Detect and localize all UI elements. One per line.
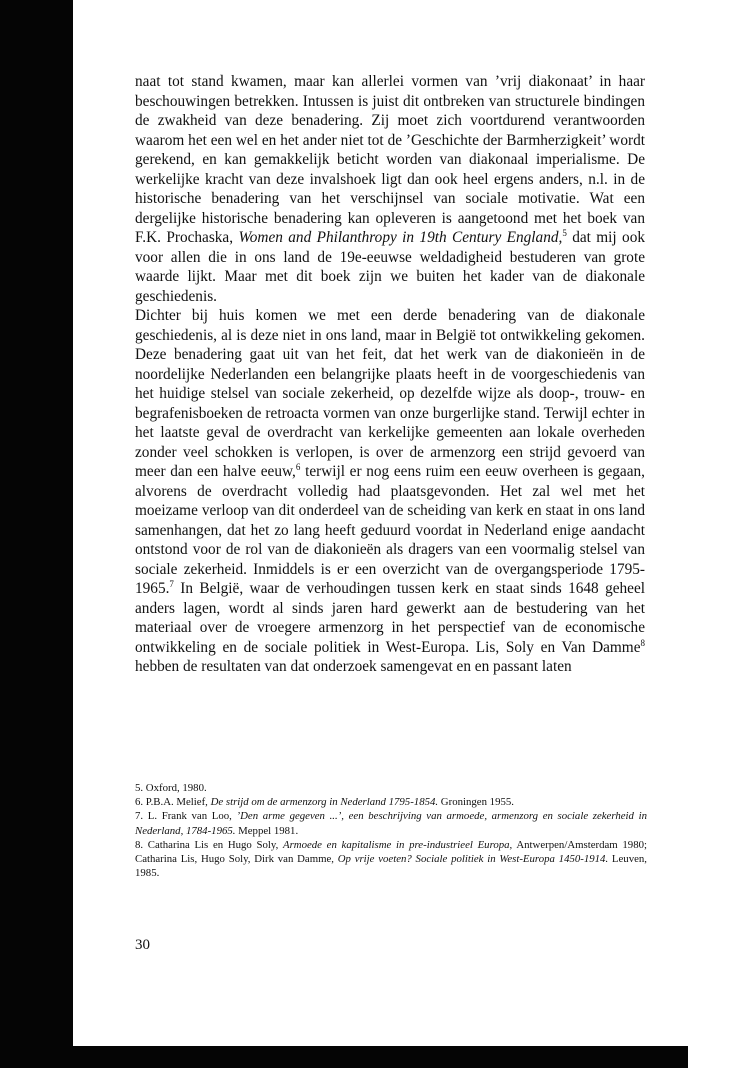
footnote-ref: 7 [169, 578, 174, 589]
footnote-8 [135, 838, 647, 881]
footnote-title: ’Den arme gegeven ...’, een beschrijving van armoede, armenzorg en sociale zekerheid in Nederland, 1784-1965. [135, 810, 647, 837]
paragraph-2 [135, 306, 645, 677]
book-title: Women and Philanthropy in 19th Century England, [238, 229, 563, 246]
paragraph-text: Dichter bij huis komen we met een derde benadering van de diakonale geschiedenis, al is deze niet in ons land, maar in België tot ontwikkeling gekomen. Deze benadering gaat uit van het feit, dat het werk van de diakonieën in de noordelijke Nederlanden een belangrijke plaats heeft in de voorgeschiedenis van het huidige stelsel van sociale zekerheid, op dezelfde wijze als doop-, trouw- en begrafenisboeken de retroacta vormen van onze burgerlijke stand. Terwijl echter in het laatste geval de overdracht van kerkelijke gemeenten aan lokale overheden zonder veel schokken is verlopen, is over de armenzorg een strijd gevoerd van meer dan een halve eeuw, [135, 307, 645, 480]
body-text [135, 72, 645, 677]
footnote-text: 8. Catharina Lis en Hugo Soly, [135, 838, 283, 851]
page-number: 30 [135, 937, 150, 953]
footnote-text: 7. L. Frank van Loo, [135, 810, 237, 823]
footnote-text: Groningen 1955. [438, 796, 514, 809]
paragraph-text: terwijl er nog eens ruim een eeuw overheen is gegaan, alvorens de overdracht volledig had plaatsgevonden. Het zal wel met het moeizame verloop van dit onderdeel van de scheiding van kerk en staat in ons land samenhangen, dat het zo lang heeft geduurd voordat in Nederland enige aandacht ontstond voor de rol van de diakonieën als dragers van een voormalig stelsel van sociale zekerheid. Inmiddels is er een overzicht van de overgangsperiode 1795-1965. [135, 463, 645, 597]
paragraph-text: In België, waar de verhoudingen tussen kerk en staat sinds 1648 geheel anders lagen, wordt al sinds jaren hard gewerkt aan de bestudering van het materiaal over de vroegere armenzorg in het perspectief van de economische ontwikkeling en de sociale politiek in West-Europa. Lis, Soly en Van Damme [135, 580, 645, 656]
footnote-title: De strijd om de armenzorg in Nederland 1795-1854. [210, 796, 439, 809]
paragraph-1 [135, 72, 645, 306]
scan-border-left [0, 0, 73, 1068]
paragraph-text: hebben de resultaten van dat onderzoek samengevat en en passant laten [135, 658, 572, 675]
footnote-text: 6. P.B.A. Melief, [135, 796, 211, 809]
paragraph-text: naat tot stand kwamen, maar kan allerlei vormen van ’vrij diakonaat’ in haar beschouwingen betrekken. Intussen is juist dit ontbreken van structurele bindingen de zwakheid van deze benadering. Zij moet zich voortdurend verantwoorden waarom het een wel en het ander niet tot de ’Geschichte der Barmherzigkeit’ wordt gerekend, en kan gemakkelijk beticht worden van diakonaal imperialisme. De werkelijke kracht van deze invalshoek ligt dan ook heel ergens anders, n.l. in de historische benadering van het verschijnsel van sociale motivatie. Wat een dergelijke historische benadering kan opleveren is aangetoond met het boek van F.K. Prochaska, [135, 73, 645, 246]
footnote-text: Antwerpen/Amsterdam 1980; Catharina Lis, Hugo Soly, Dirk van Damme, [135, 838, 647, 866]
footnote-5 [135, 781, 647, 795]
footnote-title: Op vrije voeten? Sociale politiek in West-Europa 1450-1914. [337, 853, 609, 866]
footnotes [135, 781, 647, 880]
footnote-7 [135, 809, 647, 837]
footnote-ref: 6 [295, 461, 301, 472]
footnote-text: 5. Oxford, 1980. [135, 782, 207, 794]
footnote-text: Meppel 1981. [235, 824, 299, 837]
paragraph-text: dat mij ook voor allen die in ons land de 19e-eeuwse weldadigheid bestuderen van grote waarde lijkt. Maar met dit boek zijn we buiten het kader van de diakonale geschiedenis. [135, 229, 645, 305]
footnote-title: Armoede en kapitalisme in pre-industrieel Europa, [283, 838, 513, 851]
scan-border-bottom [73, 1046, 688, 1068]
footnote-ref: 8 [640, 637, 645, 648]
footnote-text: Leuven, 1985. [135, 853, 647, 880]
footnote-6 [135, 795, 647, 809]
footnote-ref: 5 [562, 227, 567, 238]
